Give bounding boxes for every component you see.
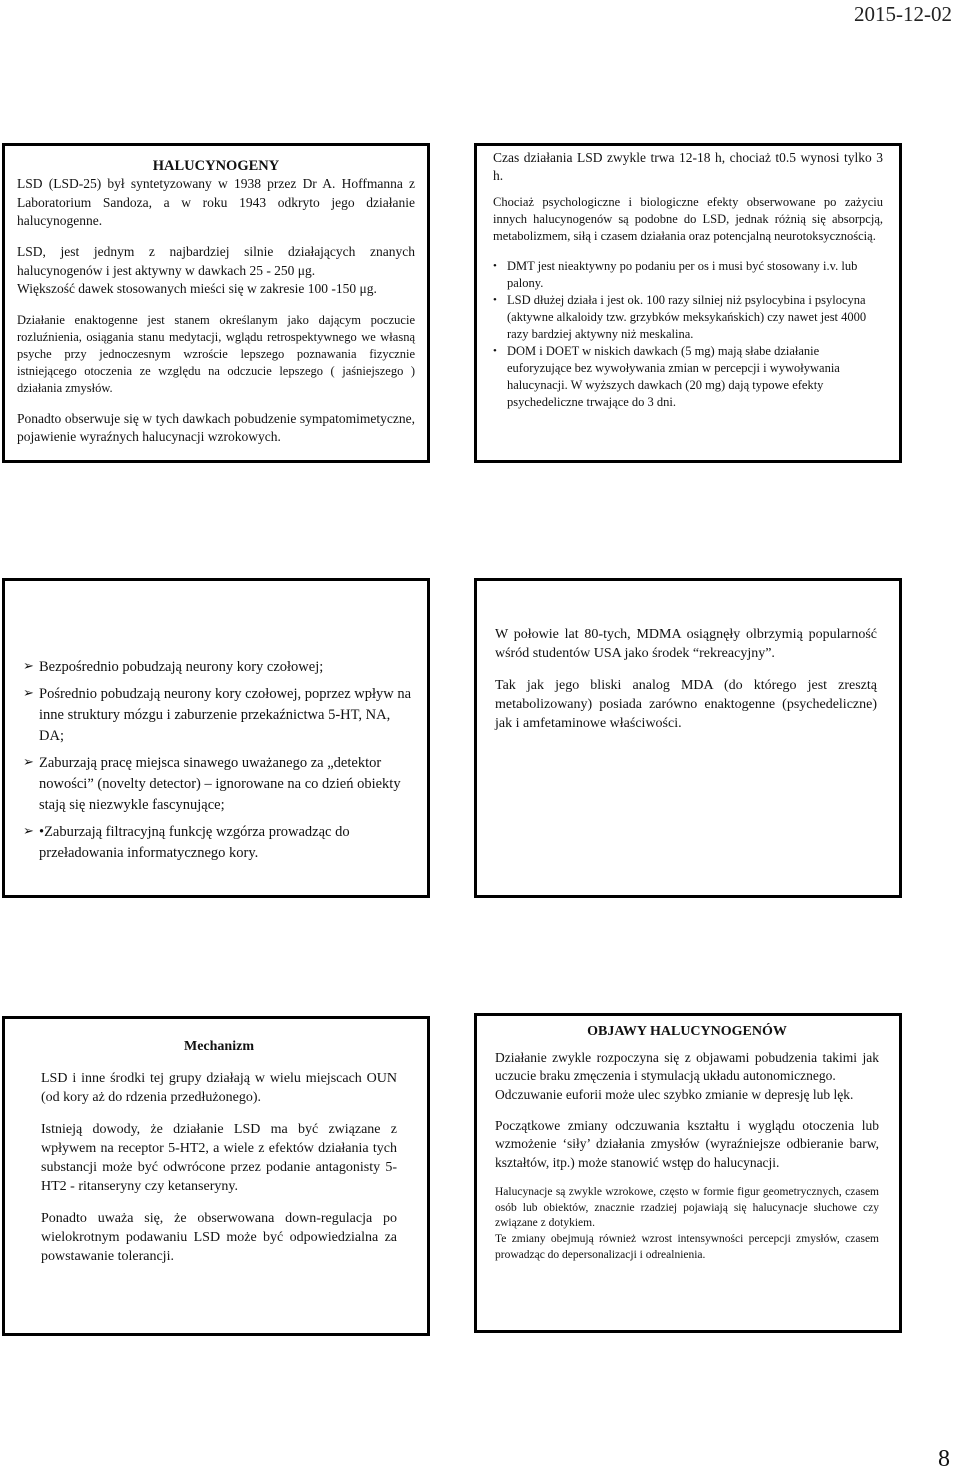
bullet-icon: • [493,259,497,272]
header-date: 2015-12-02 [854,2,952,26]
arrow-bullet-icon: ➢ [23,754,34,770]
list-item: • LSD dłużej działa i jest ok. 100 razy silniej niż psylocybina i psylocyna (aktywne alkaloidy tzw. grzybków meksykańskich) czy nawet jest 4000 razy bardziej aktywny niż meskalina. [493,292,867,341]
paragraph: Chociaż psychologiczne i biologiczne efekty obserwowane po zażyciu innych halucynogenów są podobne do LSD, jednak różnią się absorpcją, metabolizmem, siłą i czasem działania oraz potencjalną neurotoksycznością. [493,194,883,243]
list-item: ➢ Bezpośrednio pobudzają neurony kory czołowej; [23,658,324,675]
paragraph: Początkowe zmiany odczuwania kształtu i wyglądu otoczenia lub wzmożenie ‘siły’ działania zmysłów (wyraźniejsze odbieranie barw, kształtów, itp.) może stanowić wstęp do halucynacji. [495,1118,879,1170]
paragraph: Odczuwanie euforii może ulec szybko zmianie w depresję lub lęk. [495,1086,854,1102]
list-item: ➢ Zaburzają pracę miejsca sinawego uważanego za „detektor nowości” (novelty detector) – ignorowane na co dzień obiekty stają się niezwykle fascynujące; [23,754,401,814]
slide-mechanism-list [2,578,430,898]
paragraph: Halucynacje są zwykle wzrokowe, często w formie figur geometrycznych, czasem osób lub obiektów, znacznie rzadziej pojawiają się halucynacje słuchowe czy związane z dotykiem. [495,1186,879,1230]
list-item: • DMT jest nieaktywny po podaniu per os i musi być stosowany i.v. lub palony. [493,258,858,290]
list-item: • DOM i DOET w niskich dawkach (5 mg) mają słabe działanie euforyzujące bez wywoływania zmian w percepcji i wywoływania halucynacji. W wyższych dawkach (20 mg) dają typowe efekty psychedeliczne trwające do 3 dni. [493,343,840,409]
paragraph: LSD (LSD-25) był syntetyzowany w 1938 przez Dr A. Hoffmanna z Laboratorium Sandoza, a w roku 1943 odkryto jego działanie halucynogenne. [17,176,415,229]
slide-mechanizm [2,1016,430,1336]
slide-title: Mechanizm [184,1039,254,1054]
page-number: 8 [938,1446,950,1472]
slide-halucynogeny [2,143,430,463]
arrow-bullet-icon: ➢ [23,658,34,673]
bullet-icon: • [493,293,497,306]
paragraph: Działanie zwykle rozpoczyna się z objawami pobudzenia takimi jak uczucie braku zmęczenia i stymulacją układu autonomicznego. [495,1050,879,1084]
paragraph: Te zmiany obejmują również wzrost intensywności percepcji zmysłów, czasem prowadząc do depersonalizacji i odrealnienia. [495,1233,879,1261]
paragraph: W połowie lat 80-tych, MDMA osiągnęły olbrzymią popularność wśród studentów USA jako środek “rekreacyjny”. [495,627,877,662]
paragraph: Ponadto uważa się, że obserwowana down-regulacja po wielokrotnym podawaniu LSD może być odpowiedzialna za powstawanie tolerancji. [41,1211,397,1265]
list-item: ➢ Pośrednio pobudzają neurony kory czołowej, poprzez wpływ na inne struktury mózgu i zaburzenie przekaźnictwa 5-HT, NA, DA; [23,685,412,745]
arrow-bullet-icon: ➢ [23,823,34,839]
paragraph: LSD i inne środki tej grupy działają w wielu miejscach OUN (od kory aż do rdzenia przedłużonego). [41,1071,397,1106]
slide-title: OBJAWY HALUCYNOGENÓW [587,1024,787,1039]
paragraph: Działanie enaktogenne jest stanem określanym jako dającym poczucie rozluźnienia, osiągania stanu medytacji, wglądu retrospektywnego we własną psyche przy jednoczesnym wzroście lepszego poznawania fizycznie istniejącego otoczenia ze względu na odczucie lepszego ( jaśniejszego ) działania zmysłów. [17,312,415,395]
paragraph: Czas działania LSD zwykle trwa 12-18 h, chociaż t0.5 wynosi tylko 3 h. [493,150,883,184]
arrow-bullet-icon: ➢ [23,685,34,701]
paragraph: LSD, jest jednym z najbardziej silnie działających znanych halucynogenów i jest aktywny w dawkach 25 - 250 μg. [17,244,415,278]
paragraph: Tak jak jego bliski analog MDA (do którego jest zresztą metabolizowany) posiada zarówno enaktogenne (psychedeliczne) jak i amfetaminowe właściwości. [495,678,877,732]
bullet-icon: • [493,344,497,357]
paragraph: Większość dawek stosowanych mieści się w zakresie 100 -150 μg. [17,281,377,297]
paragraph: Ponadto obserwuje się w tych dawkach pobudzenie sympatomimetyczne, pojawienie wyraźnych halucynacji wzrokowych. [17,410,415,444]
slide-objawy [474,1013,902,1333]
slide-title: HALUCYNOGENY [152,158,280,174]
slide-lsd-duration [474,143,902,463]
list-item: ➢ •Zaburzają filtracyjną funkcję wzgórza prowadząc do przeładowania informatycznego kory. [23,823,350,862]
slide-mdma [474,578,902,898]
paragraph: Istnieją dowody, że działanie LSD ma być związane z wpływem na receptor 5-HT2, a wiele z efektów działania tych substancji może być odwrócone przez podanie antagonisty 5-HT2 - ritanseryny czy ketanseryny. [41,1122,397,1195]
